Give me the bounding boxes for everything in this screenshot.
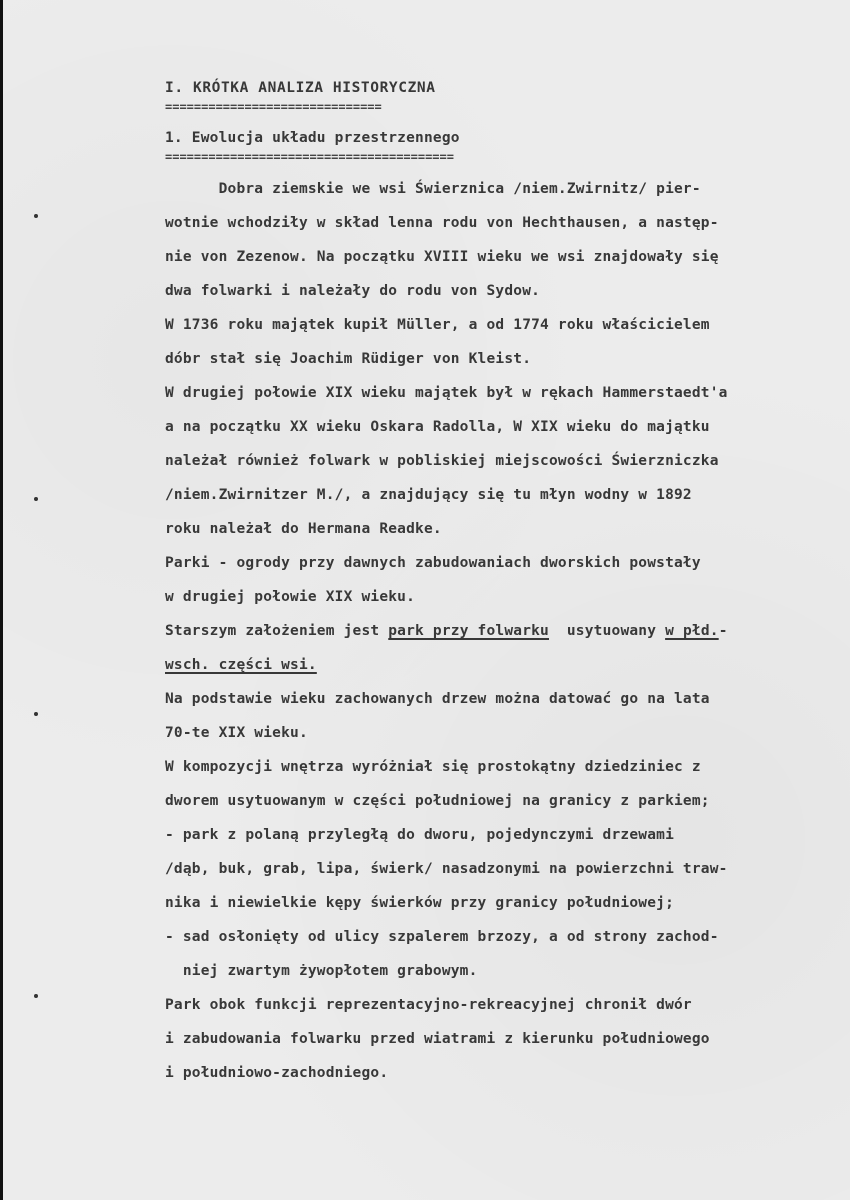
underlined-phrase: w płd. bbox=[665, 623, 719, 639]
heading-underline: ============================== bbox=[165, 100, 382, 114]
paragraph-line: dworem usytuowanym w części południowej na granicy z parkiem; bbox=[165, 793, 710, 809]
paragraph-line: a na początku XX wieku Oskara Radolla, W XIX wieku do majątku bbox=[165, 419, 710, 435]
paragraph-line: w drugiej połowie XIX wieku. bbox=[165, 589, 416, 605]
paragraph-line: roku należał do Hermana Readke. bbox=[165, 521, 442, 537]
underlined-phrase: wsch. części wsi. bbox=[165, 657, 317, 673]
paragraph-line: /dąb, buk, grab, lipa, świerk/ nasadzonymi na powierzchni traw- bbox=[165, 861, 728, 877]
paragraph-line: i południowo-zachodniego. bbox=[165, 1065, 389, 1081]
paragraph-line: dóbr stał się Joachim Rüdiger von Kleist. bbox=[165, 351, 532, 367]
paragraph-line: W kompozycji wnętrza wyróżniał się prostokątny dziedziniec z bbox=[165, 759, 701, 775]
paragraph-line: należał również folwark w pobliskiej miejscowości Świerzniczka bbox=[165, 453, 719, 469]
paragraph-line: Parki - ogrody przy dawnych zabudowaniach dworskich powstały bbox=[165, 555, 701, 571]
paragraph-line: 70-te XIX wieku. bbox=[165, 725, 308, 741]
paragraph-line: nika i niewielkie kępy świerków przy granicy południowej; bbox=[165, 895, 674, 911]
paragraph-line: W 1736 roku majątek kupił Müller, a od 1774 roku właścicielem bbox=[165, 317, 710, 333]
paragraph-line: W drugiej połowie XIX wieku majątek był w rękach Hammerstaedt'a bbox=[165, 385, 728, 401]
subsection-heading: 1. Ewolucja układu przestrzennego bbox=[165, 130, 460, 146]
punch-hole bbox=[34, 712, 38, 716]
punch-hole bbox=[34, 214, 38, 218]
paragraph-line: /niem.Zwirnitzer M./, a znajdujący się tu młyn wodny w 1892 bbox=[165, 487, 692, 503]
subheading-underline: ======================================== bbox=[165, 150, 454, 164]
underlined-phrase: park przy folwarku bbox=[388, 623, 549, 639]
line-text: Starszym założeniem jest bbox=[165, 623, 389, 639]
punch-hole bbox=[34, 994, 38, 998]
paragraph-line: Park obok funkcji reprezentacyjno-rekreacyjnej chronił dwór bbox=[165, 997, 692, 1013]
paragraph-line: Na podstawie wieku zachowanych drzew można datować go na lata bbox=[165, 691, 710, 707]
paragraph-line: dwa folwarki i należały do rodu von Sydow. bbox=[165, 283, 541, 299]
paragraph-line: - sad osłonięty od ulicy szpalerem brzozy, a od strony zachod- bbox=[165, 929, 719, 945]
paragraph-line: - park z polaną przyległą do dworu, pojedynczymi drzewami bbox=[165, 827, 674, 843]
paragraph-line: Dobra ziemskie we wsi Świerznica /niem.Zwirnitz/ pier- bbox=[165, 181, 701, 197]
line-text: - bbox=[718, 623, 728, 639]
line-text: usytuowany bbox=[549, 623, 666, 639]
paragraph-line: niej zwartym żywopłotem grabowym. bbox=[165, 963, 478, 979]
paragraph-line: nie von Zezenow. Na początku XVIII wieku we wsi znajdowały się bbox=[165, 249, 719, 265]
paragraph-line bbox=[165, 657, 317, 673]
paragraph-line bbox=[165, 623, 728, 639]
punch-hole bbox=[34, 497, 38, 501]
paragraph-line: i zabudowania folwarku przed wiatrami z kierunku południowego bbox=[165, 1031, 710, 1047]
paragraph-line: wotnie wchodziły w skład lenna rodu von Hechthausen, a następ- bbox=[165, 215, 719, 231]
section-heading: I. KRÓTKA ANALIZA HISTORYCZNA bbox=[165, 80, 436, 96]
